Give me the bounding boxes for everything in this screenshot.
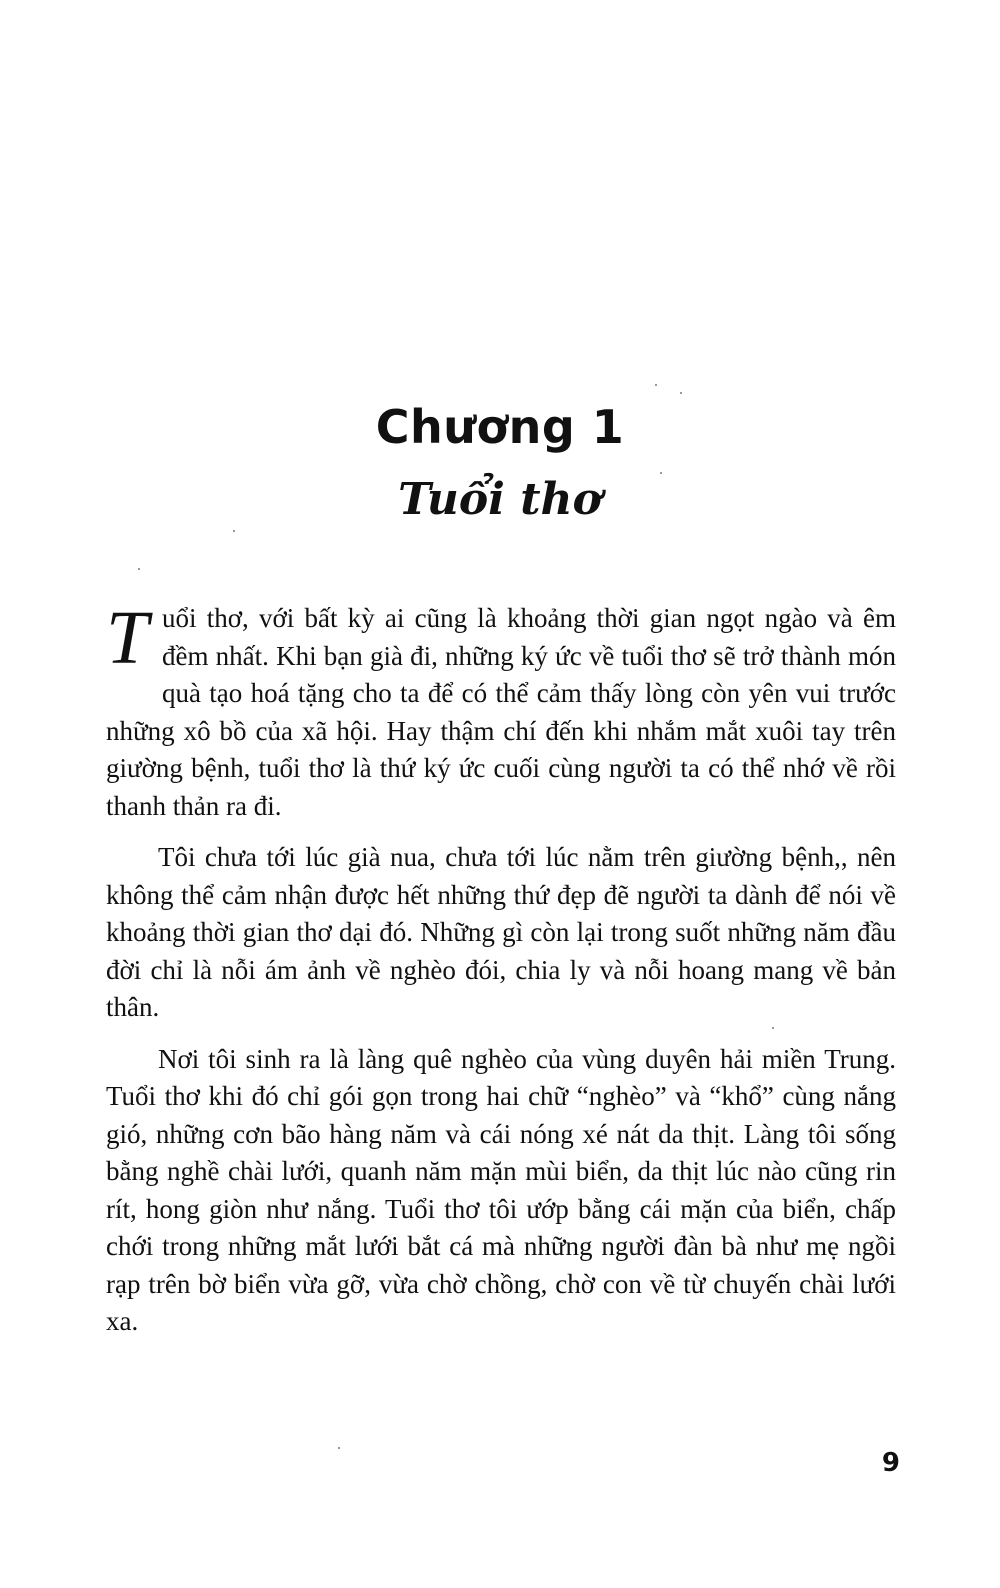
scan-speck [660,472,662,474]
scan-speck [772,1027,774,1029]
scan-speck [138,568,140,570]
chapter-number: Chương 1 [375,400,625,454]
paragraph-1-text: uổi thơ, với bất kỳ ai cũng là khoảng thời gian ngọt ngào và êm đềm nhất. Khi bạn già đi, những ký ức về tuổi thơ sẽ trở thành món quà tạo hoá tặng cho ta để có thể cảm thấy lòng còn yên vui trước những xô bồ của xã hội. Hay thậm chí đến khi nhắm mắt xuôi tay trên giường bệnh, tuổi thơ là thứ ký ức cuối cùng người ta có thể nhớ về rồi thanh thản ra đi. [106,603,896,821]
page-number: 9 [881,1448,900,1478]
chapter-title: Tuổi thơ [398,474,602,525]
scan-speck [338,1447,340,1449]
scan-speck [655,384,657,386]
scan-speck [680,392,682,394]
scan-speck [233,530,235,532]
chapter-body [106,596,896,1355]
paragraph-3: Nơi tôi sinh ra là làng quê nghèo của vùng duyên hải miền Trung. Tuổi thơ khi đó chỉ gói gọn trong hai chữ “nghèo” và “khổ” cùng nắng gió, những cơn bão hàng năm và cái nóng xé nát da thịt. Làng tôi sống bằng nghề chài lưới, quanh năm mặn mùi biển, da thịt lúc nào cũng rin rít, hong giòn như nắng. Tuổi thơ tôi ướp bằng cái mặn của biển, chấp chới trong những mắt lưới bắt cá mà những người đàn bà như mẹ ngồi rạp trên bờ biển vừa gỡ, vừa chờ chồng, chờ con về từ chuyến chài lưới xa. [106,1043,896,1336]
paragraph-2: Tôi chưa tới lúc già nua, chưa tới lúc nằm trên giường bệnh,, nên không thể cảm nhận được hết những thứ đẹp đẽ người ta dành để nói về khoảng thời gian thơ dại đó. Những gì còn lại trong suốt những năm đầu đời chỉ là nỗi ám ảnh về nghèo đói, chia ly và nỗi hoang mang về bản thân. [106,842,896,1022]
drop-cap: T [106,596,149,680]
paragraph-1 [106,596,896,825]
